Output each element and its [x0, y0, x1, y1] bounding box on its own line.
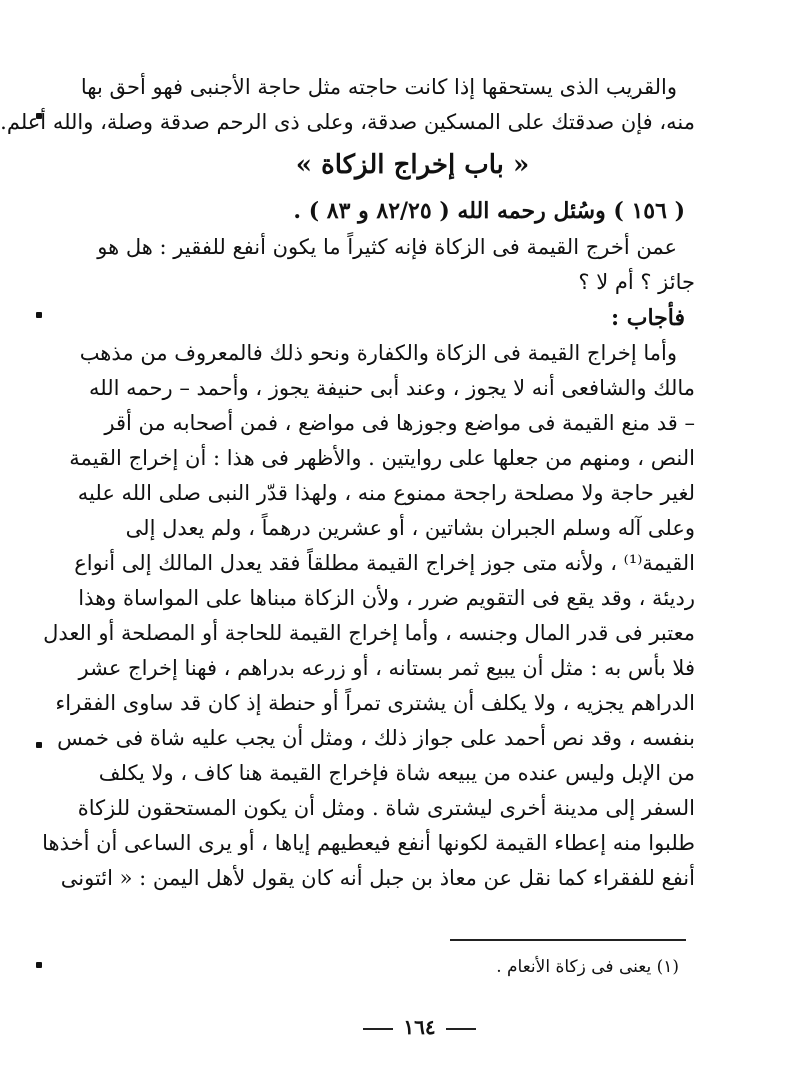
page-number-dash — [363, 1028, 393, 1030]
margin-dot — [36, 312, 42, 318]
page-number-value: ١٦٤ — [403, 1015, 436, 1039]
chapter-title: « باب إخراج الزكاة » — [295, 150, 530, 180]
answer-line: النص ، ومنهم من جعلها على روايتين . والأظهر فى هذا : أن إخراج القيمة — [69, 446, 695, 470]
answer-line: مالك والشافعى أنه لا يجوز ، وعند أبى حنيفة يجوز ، وأحمد – رحمه الله — [89, 376, 695, 400]
answer-line: – قد منع القيمة فى مواضع وجوزها فى مواضع ، فمن أصحابه من أقر — [104, 411, 695, 435]
answer-line: لغير حاجة ولا مصلحة راجحة ممنوع منه ، ولهذا قدّر النبى صلى الله عليه — [77, 481, 695, 505]
answer-line: الدراهم يجزيه ، ولا يكلف أن يشترى تمراً أو حنطة إذ كان قد ساوى الفقراء — [55, 691, 695, 715]
question-line: عمن أخرج القيمة فى الزكاة فإنه كثيراً ما يكون أنفع للفقير : هل هو — [97, 235, 677, 259]
question-line: جائز ؟ أم لا ؟ — [578, 270, 695, 294]
answer-line: بنفسه ، وقد نص أحمد على جواز ذلك ، ومثل أن يجب عليه شاة فى خمس — [57, 726, 695, 750]
answer-line: فلا بأس به : مثل أن يبيع ثمر بستانه ، أو زرعه بدراهم ، فهنا إخراج عشر — [78, 656, 695, 680]
answer-line: أنفع للفقراء كما نقل عن معاذ بن جبل أنه كان يقول لأهل اليمن : « ائتونى — [60, 866, 695, 890]
fatwa-header: ( ١٥٦ ) وسُئل رحمه الله ( ٨٢/٢٥ و ٨٣ ) . — [293, 198, 685, 224]
answer-line: معتبر فى قدر المال وجنسه ، وأما إخراج القيمة للحاجة أو المصلحة أو العدل — [43, 621, 695, 645]
answer-line: السفر إلى مدينة أخرى ليشترى شاة . ومثل أن يكون المستحقون للزكاة — [77, 796, 695, 820]
intro-line: منه، فإن صدقتك على المسكين صدقة، وعلى ذى الرحم صدقة وصلة، والله أعلم. — [0, 110, 695, 134]
answer-line: وأما إخراج القيمة فى الزكاة والكفارة ونحو ذلك فالمعروف من مذهب — [79, 341, 677, 365]
footnote-divider — [450, 939, 686, 941]
page-body — [0, 70, 695, 896]
answer-line: من الإبل وليس عنده من يبيعه شاة فإخراج القيمة هنا كاف ، ولا يكلف — [98, 761, 695, 785]
answer-label: فأجاب : — [610, 305, 685, 331]
margin-dot — [36, 962, 42, 968]
answer-line: رديئة ، وقد يقع فى التقويم ضرر ، ولأن الزكاة مبناها على المواساة وهذا — [78, 586, 695, 610]
margin-dot — [36, 742, 42, 748]
answer-line: وعلى آله وسلم الجبران بشاتين ، أو عشرين درهماً ، ولم يعدل إلى — [125, 516, 695, 540]
answer-line: القيمة⁽¹⁾ ، ولأنه متى جوز إخراج القيمة مطلقاً فقد يعدل المالك إلى أنواع — [74, 551, 695, 575]
answer-line: طلبوا منه إعطاء القيمة لكونها أنفع فيعطيهم إياها ، أو يرى الساعى أن أخذها — [42, 831, 695, 855]
page-number-dash — [446, 1028, 476, 1030]
intro-line: والقريب الذى يستحقها إذا كانت حاجته مثل حاجة الأجنبى فهو أحق بها — [80, 75, 677, 99]
page-number — [30, 1015, 809, 1039]
footnote: (١) يعنى فى زكاة الأنعام . — [496, 957, 679, 977]
